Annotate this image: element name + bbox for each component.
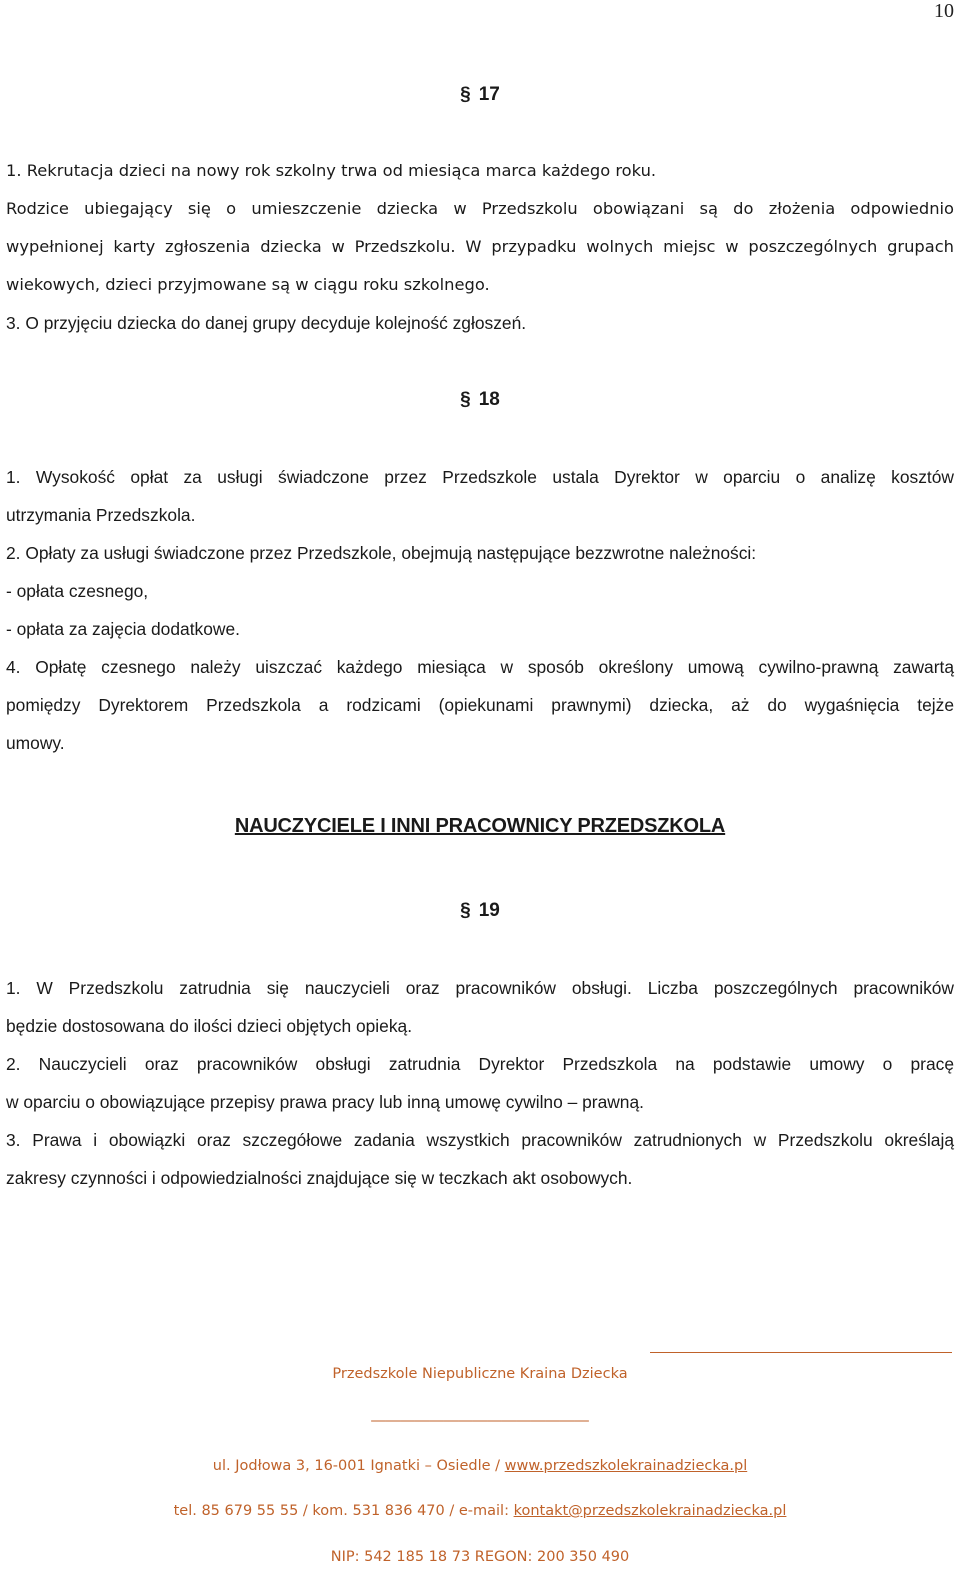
section-number: 19 xyxy=(478,900,500,921)
paragraph-line: 3. O przyjęciu dziecka do danej grupy decyduje kolejność zgłoszeń. xyxy=(6,313,527,333)
footer-short-rule: ______________________________ xyxy=(371,1406,589,1422)
paragraph-line: zakresy czynności i odpowiedzialności znajdujące się w teczkach akt osobowych. xyxy=(6,1168,633,1188)
footer-email-link[interactable]: kontakt@przedszkolekrainadziecka.pl xyxy=(513,1503,787,1519)
footer-ids: NIP: 542 185 18 73 REGON: 200 350 490 xyxy=(330,1549,630,1565)
paragraph-line: utrzymania Przedszkola. xyxy=(6,505,196,525)
paragraph-line: umowy. xyxy=(6,733,65,753)
footer-website-link[interactable]: www.przedszkolekrainadziecka.pl xyxy=(504,1458,748,1474)
section-17-body xyxy=(6,152,954,342)
paragraph-line: 1. Wysokość opłat za usługi świadczone przez Przedszkole ustala Dyrektor w oparciu o analizę kosztów xyxy=(6,467,954,487)
section-18-title xyxy=(0,389,960,411)
paragraph-line: - opłata za zajęcia dodatkowe. xyxy=(6,619,240,639)
section-18-body xyxy=(6,458,954,762)
section-number: 18 xyxy=(478,389,500,410)
page-number: 10 xyxy=(934,0,954,22)
paragraph-line: 2. Nauczycieli oraz pracowników obsługi zatrudnia Dyrektor Przedszkola na podstawie umowy o pracę xyxy=(6,1054,954,1074)
paragraph-line: będzie dostosowana do ilości dzieci objętych opieką. xyxy=(6,1016,413,1036)
paragraph-line: 1. W Przedszkolu zatrudnia się nauczycieli oraz pracowników obsługi. Liczba poszczególnych pracowników xyxy=(6,978,954,998)
section-sign: § xyxy=(460,389,471,410)
section-sign: § xyxy=(460,84,471,105)
footer-contact-line xyxy=(0,1503,960,1519)
section-19-title xyxy=(0,900,960,922)
section-number: 17 xyxy=(478,84,500,105)
section-19-body xyxy=(6,969,954,1197)
paragraph-line: pomiędzy Dyrektorem Przedszkola a rodzicami (opiekunami prawnymi) dziecka, aż do wygaśnięcia tejże xyxy=(6,695,954,715)
chapter-heading: NAUCZYCIELE I INNI PRACOWNICY PRZEDSZKOLA xyxy=(234,815,726,837)
footer-address-line xyxy=(0,1458,960,1474)
paragraph-line: 2. Opłaty za usługi świadczone przez Przedszkole, obejmują następujące bezzwrotne należności: xyxy=(6,543,757,563)
paragraph-line: - opłata czesnego, xyxy=(6,581,149,601)
paragraph-line: wypełnionej karty zgłoszenia dziecka w Przedszkolu. W przypadku wolnych miejsc w poszczególnych grupach xyxy=(6,237,954,256)
footer-divider xyxy=(650,1352,952,1353)
paragraph-line: 1. Rekrutacja dzieci na nowy rok szkolny trwa od miesiąca marca każdego roku. xyxy=(6,161,657,180)
footer-address: ul. Jodłowa 3, 16-001 Ignatki – Osiedle / xyxy=(212,1458,505,1474)
paragraph-line: 4. Opłatę czesnego należy uiszczać każdego miesiąca w sposób określony umową cywilno-prawną zawartą xyxy=(6,657,954,677)
footer-phone: tel. 85 679 55 55 / kom. 531 836 470 / e-mail: xyxy=(173,1503,514,1519)
section-sign: § xyxy=(460,900,471,921)
section-17-title xyxy=(0,84,960,106)
footer-org-name: Przedszkole Niepubliczne Kraina Dziecka xyxy=(332,1366,628,1382)
paragraph-line: wiekowych, dzieci przyjmowane są w ciągu roku szkolnego. xyxy=(6,275,490,294)
paragraph-line: 3. Prawa i obowiązki oraz szczegółowe zadania wszystkich pracowników zatrudnionych w Przedszkolu określają xyxy=(6,1130,954,1150)
paragraph-line: w oparciu o obowiązujące przepisy prawa pracy lub inną umowę cywilno – prawną. xyxy=(6,1092,644,1112)
paragraph-line: Rodzice ubiegający się o umieszczenie dziecka w Przedszkolu obowiązani są do złożenia odpowiednio xyxy=(6,199,954,218)
